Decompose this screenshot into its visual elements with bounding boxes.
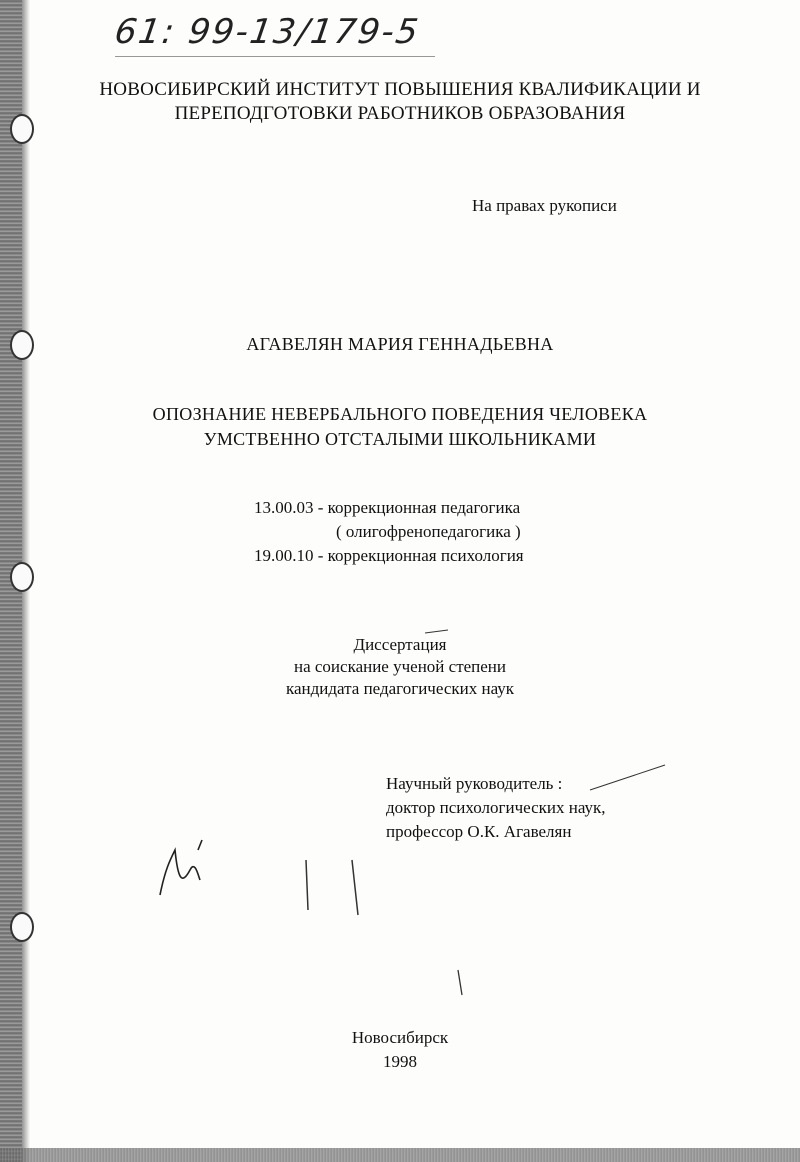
archive-code: 61: 99-13/179-5 [112,12,423,52]
rights-note: На правах рукописи [472,196,617,215]
supervisor-degree: доктор психологических наук, [386,798,606,817]
place-year-block [0,1026,800,1074]
pen-stroke [306,860,308,910]
pen-stroke [425,630,448,633]
dissertation-line-1: Диссертация [353,635,447,654]
institution-line-2: ПЕРЕПОДГОТОВКИ РАБОТНИКОВ ОБРАЗОВАНИЯ [174,103,626,124]
dissertation-line-2: на соискание ученой степени [293,657,507,676]
year: 1998 [383,1052,417,1071]
city: Новосибирск [351,1028,449,1047]
institution-line-1: НОВОСИБИРСКИЙ ИНСТИТУТ ПОВЫШЕНИЯ КВАЛИФИКАЦИИ И [99,79,701,100]
supervisor-name: профессор О.К. Агавелян [386,822,572,841]
initials-signature [160,840,202,895]
dissertation-line-3: кандидата педагогических наук [285,679,515,698]
pen-stroke [458,970,462,995]
specialty-1: 13.00.03 - коррекционная педагогика [254,498,521,517]
pen-stroke [352,860,358,915]
author-name: АГАВЕЛЯН МАРИЯ ГЕННАДЬЕВНА [246,334,554,354]
pen-stroke [590,765,665,790]
specialty-2: 19.00.10 - коррекционная психология [254,546,524,565]
title-line-1: ОПОЗНАНИЕ НЕВЕРБАЛЬНОГО ПОВЕДЕНИЯ ЧЕЛОВЕКА [152,404,648,424]
title-line-2: УМСТВЕННО ОТСТАЛЫМИ ШКОЛЬНИКАМИ [203,429,597,449]
supervisor-label: Научный руководитель : [386,774,563,793]
specialty-1-subtitle: ( олигофренопедагогика ) [336,522,521,541]
